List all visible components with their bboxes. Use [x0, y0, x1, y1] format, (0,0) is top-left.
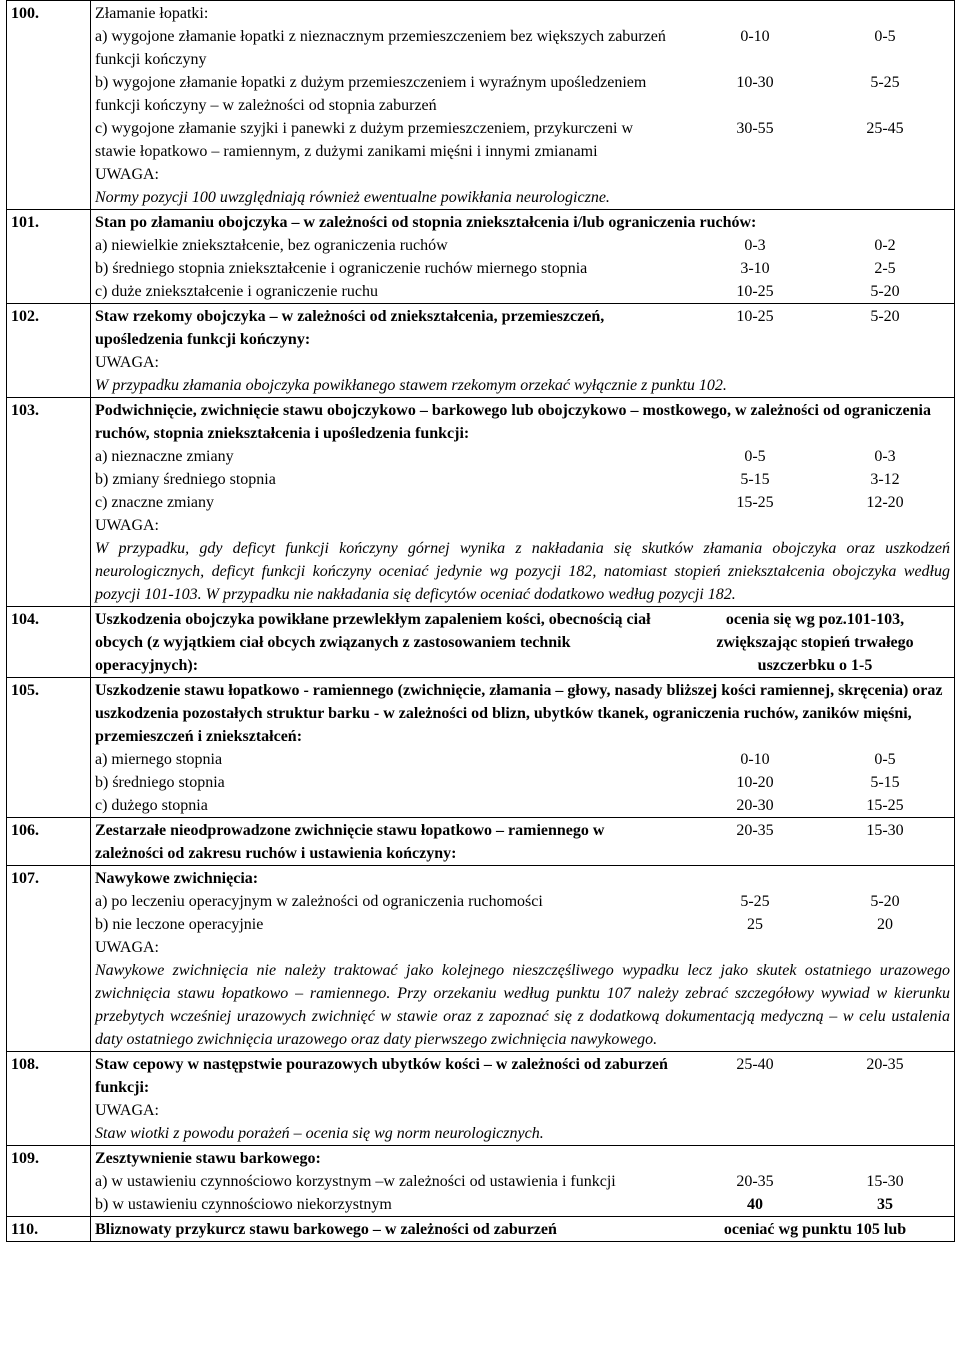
item-row: [95, 25, 950, 71]
row-value-1: 0-3: [744, 237, 766, 254]
row-label: a) nieznaczne zmiany: [95, 448, 234, 465]
item-row: [95, 913, 950, 936]
row-value-2: 5-20: [870, 893, 900, 910]
item-row: [95, 1218, 950, 1241]
item-row: [95, 794, 950, 817]
row-value-2: 5-15: [870, 774, 900, 791]
item-101: [7, 210, 955, 304]
row-value-1: 0-10: [740, 28, 770, 45]
item-title: Uszkodzenie stawu łopatkowo - ramiennego (zwichnięcie, złamania – głowy, nasady bliższej kości ramiennej, skręcenia) oraz uszkodzenia pozostałych struktur barku - w zależności od blizn, ubytków tkanek, ograniczenia ruchów, zaników mięśni, przemieszczeń i zniekształceń:: [95, 682, 943, 745]
item-105: [7, 678, 955, 818]
item-row: [95, 305, 950, 351]
item-content: [91, 1052, 955, 1146]
item-title: Uszkodzenia obojczyka powikłane przewlekłym zapaleniem kości, obecnością ciał obcych (z wyjątkiem ciał obcych związanych z zastosowaniem technik operacyjnych):: [95, 611, 651, 674]
row-value-1: 20-30: [736, 797, 774, 814]
item-109: [7, 1146, 955, 1217]
range-note: oceniać wg punktu 105 lub: [723, 1221, 907, 1238]
item-106: [7, 818, 955, 866]
item-row: [95, 1053, 950, 1099]
row-value-2: 35: [877, 1196, 893, 1213]
item-102: [7, 304, 955, 398]
item-row: [95, 491, 950, 514]
row-label: c) znaczne zmiany: [95, 494, 215, 511]
row-value-2: 15-30: [866, 1173, 904, 1190]
row-value-2: 20-35: [866, 1056, 904, 1073]
item-title: Zesztywnienie stawu barkowego:: [95, 1150, 321, 1167]
row-label: a) niewielkie zniekształcenie, bez ograniczenia ruchów: [95, 237, 448, 254]
item-content: [91, 678, 955, 818]
item-title: Staw rzekomy obojczyka – w zależności od zniekształcenia, przemieszczeń, upośledzenia funkcji kończyny:: [95, 308, 605, 348]
item-row: [95, 748, 950, 771]
row-value-2: 5-20: [870, 283, 900, 300]
row-value-1: 5-25: [740, 893, 770, 910]
row-value-2: 3-12: [870, 471, 900, 488]
item-row: [95, 234, 950, 257]
item-number: 101.: [7, 210, 91, 304]
row-label: c) dużego stopnia: [95, 797, 208, 814]
item-107: [7, 866, 955, 1052]
row-value-2: 5-25: [870, 74, 900, 91]
item-content: [91, 607, 955, 678]
row-value-1: 40: [747, 1196, 763, 1213]
row-value-1: 25: [747, 916, 763, 933]
row-label: b) średniego stopnia zniekształcenie i ograniczenie ruchów miernego stopnia: [95, 260, 588, 277]
row-label: a) miernego stopnia: [95, 751, 223, 768]
item-title: Bliznowaty przykurcz stawu barkowego – w zależności od zaburzeń: [95, 1221, 557, 1238]
row-value-1: 15-25: [736, 494, 774, 511]
item-content: [91, 210, 955, 304]
row-value-1: 0-10: [740, 751, 770, 768]
row-label: b) średniego stopnia: [95, 774, 225, 791]
row-label: c) wygojone złamanie szyjki i panewki z dużym przemieszczeniem, przykurczeni w stawie łopatkowo – ramiennym, z dużymi zanikami mięśni i innymi zmianami: [95, 120, 633, 160]
item-content: [91, 1146, 955, 1217]
note-label: UWAGA:: [95, 354, 159, 371]
item-content: [91, 818, 955, 866]
item-108: [7, 1052, 955, 1146]
row-value-2: 0-2: [874, 237, 896, 254]
row-value-1: 10-25: [736, 308, 774, 325]
row-value-1: 30-55: [736, 120, 774, 137]
item-number: 100.: [7, 1, 91, 210]
item-110: [7, 1217, 955, 1242]
row-label: b) nie leczone operacyjnie: [95, 916, 264, 933]
row-value-2: 12-20: [866, 494, 904, 511]
item-number: 110.: [7, 1217, 91, 1242]
item-number: 105.: [7, 678, 91, 818]
item-number: 106.: [7, 818, 91, 866]
row-label: b) wygojone złamanie łopatki z dużym przemieszczeniem i wyraźnym upośledzeniem funkcji kończyny – w zależności od stopnia zaburzeń: [95, 74, 647, 114]
item-row: [95, 1193, 950, 1216]
row-value-1: 5-15: [740, 471, 770, 488]
row-label: a) wygojone złamanie łopatki z nieznacznym przemieszczeniem bez większych zaburzeń funkcji kończyny: [95, 28, 666, 68]
item-title: Staw cepowy w następstwie pourazowych ubytków kości – w zależności od zaburzeń funkcji:: [95, 1056, 668, 1096]
item-number: 103.: [7, 398, 91, 607]
row-value-1: 10-30: [736, 74, 774, 91]
item-row: [95, 445, 950, 468]
row-value-2: 5-20: [870, 308, 900, 325]
item-row: [95, 117, 950, 163]
row-label: b) zmiany średniego stopnia: [95, 471, 276, 488]
row-value-1: 10-25: [736, 283, 774, 300]
item-title: Podwichnięcie, zwichnięcie stawu obojczykowo – barkowego lub obojczykowo – mostkowego, w zależności od ograniczenia ruchów, stopnia zniekształcenia i upośledzenia funkcji:: [95, 402, 931, 442]
row-value-2: 0-5: [874, 28, 896, 45]
item-title: Złamanie łopatki:: [95, 5, 209, 22]
range-note: ocenia się wg poz.101-103, zwiększając stopień trwałego uszczerbku o 1-5: [716, 611, 914, 674]
row-label: a) po leczeniu operacyjnym w zależności od ograniczenia ruchomości: [95, 893, 543, 910]
note-text: W przypadku, gdy deficyt funkcji kończyny górnej wynika z nakładania się skutków złamania obojczyka oraz uszkodzeń neurologicznych, deficyt funkcji kończyny oceniać jedynie wg pozycji 182, natomiast stopień zniekształcenia obojczyka według pozycji 101-103. W przypadku nie nakładania się deficytów oceniać dodatkowo według pozycji 182.: [95, 540, 950, 603]
row-value-1: 20-35: [736, 1173, 774, 1190]
note-text: Staw wiotki z powodu porażeń – ocenia się wg norm neurologicznych.: [95, 1125, 544, 1142]
item-number: 107.: [7, 866, 91, 1052]
row-value-2: 2-5: [874, 260, 896, 277]
row-value-2: 25-45: [866, 120, 904, 137]
row-value-1: 3-10: [740, 260, 770, 277]
item-number: 108.: [7, 1052, 91, 1146]
item-content: [91, 304, 955, 398]
item-content: [91, 398, 955, 607]
item-number: 109.: [7, 1146, 91, 1217]
row-value-1: 20-35: [736, 822, 774, 839]
item-row: [95, 257, 950, 280]
item-title: Nawykowe zwichnięcia:: [95, 870, 259, 887]
item-title: Stan po złamaniu obojczyka – w zależności od stopnia zniekształcenia i/lub ograniczenia ruchów:: [95, 214, 757, 231]
item-row: [95, 771, 950, 794]
row-label: c) duże zniekształcenie i ograniczenie ruchu: [95, 283, 378, 300]
item-number: 102.: [7, 304, 91, 398]
row-value-2: 15-25: [866, 797, 904, 814]
row-label: b) w ustawieniu czynnościowo niekorzystnym: [95, 1196, 392, 1213]
item-row: [95, 890, 950, 913]
item-103: [7, 398, 955, 607]
row-value-1: 10-20: [736, 774, 774, 791]
row-value-1: 25-40: [736, 1056, 774, 1073]
note-label: UWAGA:: [95, 939, 159, 956]
item-number: 104.: [7, 607, 91, 678]
item-row: [95, 819, 950, 865]
item-row: [95, 280, 950, 303]
item-104: [7, 607, 955, 678]
note-label: UWAGA:: [95, 166, 159, 183]
item-content: [91, 1217, 955, 1242]
item-100: [7, 1, 955, 210]
note-label: UWAGA:: [95, 1102, 159, 1119]
note-label: UWAGA:: [95, 517, 159, 534]
note-text: Nawykowe zwichnięcia nie należy traktować jako kolejnego nieszczęśliwego wypadku lecz jako skutek ostatniego urazowego zwichnięcia stawu łopatkowo – ramiennego. Przy orzekaniu według punktu 107 należy zebrać szczegółowy wywiad w kierunku przebytych wcześniej urazowych zwichnięć w stawie oraz z zapoznać się z dodatkową dokumentacją medyczną – w celu ustalenia daty ostatniego zwichnięcia urazowego oraz daty pierwszego zwichnięcia nawykowego.: [95, 962, 950, 1048]
item-content: [91, 1, 955, 210]
item-row: [95, 1170, 950, 1193]
regulation-table: [6, 0, 955, 1242]
item-title: Zestarzałe nieodprowadzone zwichnięcie stawu łopatkowo – ramiennego w zależności od zakresu ruchów i ustawienia kończyny:: [95, 822, 605, 862]
item-row: [95, 608, 950, 677]
row-value-2: 0-5: [874, 751, 896, 768]
item-content: [91, 866, 955, 1052]
row-label: a) w ustawieniu czynnościowo korzystnym –w zależności od ustawienia i funkcji: [95, 1173, 616, 1190]
item-row: [95, 468, 950, 491]
item-row: [95, 71, 950, 117]
note-text: W przypadku złamania obojczyka powikłanego stawem rzekomym orzekać wyłącznie z punktu 102.: [95, 377, 727, 394]
row-value-1: 0-5: [744, 448, 766, 465]
row-value-2: 20: [877, 916, 893, 933]
row-value-2: 15-30: [866, 822, 904, 839]
note-text: Normy pozycji 100 uwzględniają również ewentualne powikłania neurologiczne.: [95, 189, 610, 206]
row-value-2: 0-3: [874, 448, 896, 465]
